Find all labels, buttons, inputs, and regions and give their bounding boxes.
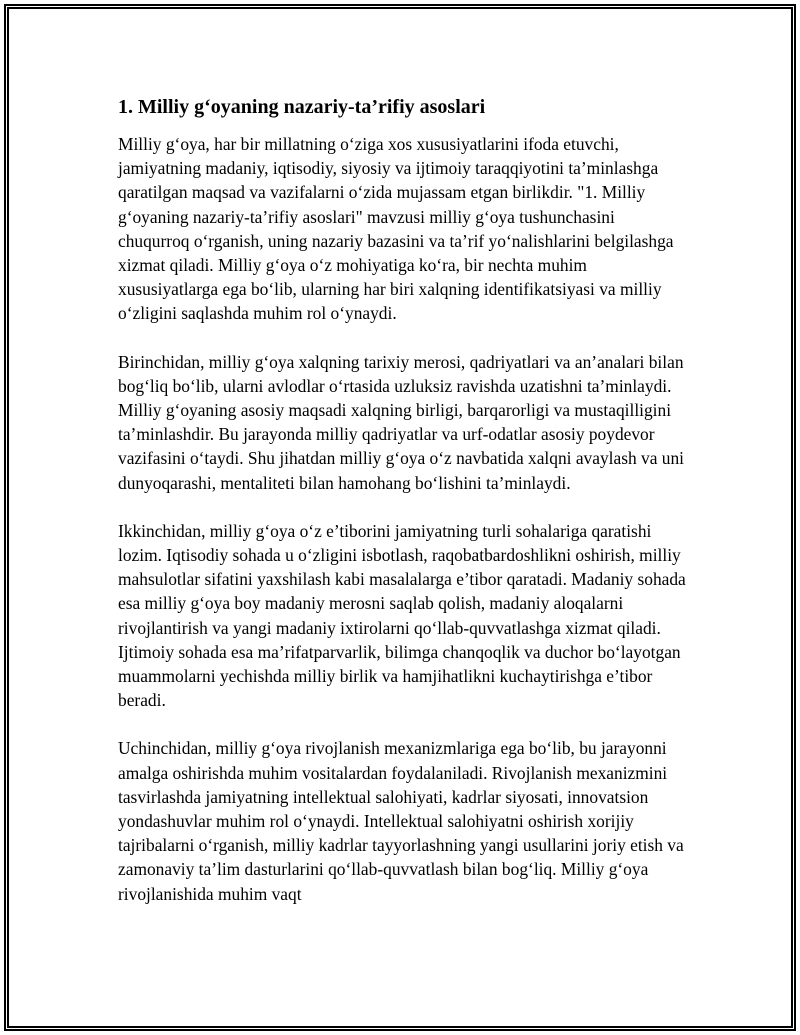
document-body xyxy=(118,94,690,930)
section-heading: 1. Milliy g‘oyaning nazariy-ta’rifiy asoslari xyxy=(118,96,486,118)
paragraph-first: Birinchidan, milliy g‘oya xalqning tarixiy merosi, qadriyatlari va an’analari bilan bog‘liq bo‘lib, ularni avlodlar o‘rtasida uzluksiz ravishda uzatishni ta’minlaydi. Milliy g‘oyaning asosiy maqsadi xalqning birligi, barqarorligi va mustaqilligini ta’minlashdir. Bu jarayonda milliy qadriyatlar va urf-odatlar asosiy poydevor vazifasini o‘taydi. Shu jihatdan milliy g‘oya o‘z navbatida xalqni avaylash va uni dunyoqarashi, mentaliteti bilan hamohang bo‘lishini ta’minlaydi. xyxy=(118,351,685,493)
paragraph-second: Ikkinchidan, milliy g‘oya o‘z e’tiborini jamiyatning turli sohalariga qaratishi lozim. Iqtisodiy sohada u o‘zligini isbotlash, raqobatbardoshlikni oshirish, milliy mahsulotlar sifatini yaxshilash kabi masalalarga e’tibor qaratadi. Madaniy sohada esa milliy g‘oya boy madaniy merosni saqlab qolish, madaniy aloqalarni rivojlantirish va yangi madaniy ixtirolarni qo‘llab-quvvatlashga xizmat qiladi. Ijtimoiy sohada esa ma’rifatparvarlik, bilimga chanqoqlik va duchor bo‘layotgan muammolarni yechishda milliy birlik va hamjihatlikni kuchaytirishga e’tibor beradi. xyxy=(118,520,686,711)
paragraph-intro: Milliy g‘oya, har bir millatning o‘ziga xos xususiyatlarini ifoda etuvchi, jamiyatning madaniy, iqtisodiy, siyosiy va ijtimoiy taraqqiyotini ta’minlashga qaratilgan maqsad va vazifalarni o‘zida mujassam etgan birlikdir. "1. Milliy g‘oyaning nazariy-ta’rifiy asoslari" mavzusi milliy g‘oya tushunchasini chuqurroq o‘rganish, uning nazariy bazasini va ta’rif yo‘nalishlarini belgilashga xizmat qiladi. Milliy g‘oya o‘z mohiyatiga ko‘ra, bir nechta muhim xususiyatlarga ega bo‘lib, ularning har biri xalqning identifikatsiyasi va milliy o‘zligini saqlashda muhim rol o‘ynaydi. xyxy=(118,134,674,324)
paragraph-third: Uchinchidan, milliy g‘oya rivojlanish mexanizmlariga ega bo‘lib, bu jarayonni amalga oshirishda muhim vositalardan foydalaniladi. Rivojlanish mexanizmini tasvirlashda jamiyatning intellektual salohiyati, kadrlar siyosati, innovatsion yondashuvlar muhim rol o‘ynaydi. Intellektual salohiyatni oshirish xorijiy tajribalarni o‘rganish, milliy kadrlar tayyorlashning yangi usullarini joriy etish va zamonaviy ta’lim dasturlarini qo‘llab-quvvatlash bilan bog‘liq. Milliy g‘oya rivojlanishida muhim vaqt xyxy=(118,738,684,904)
